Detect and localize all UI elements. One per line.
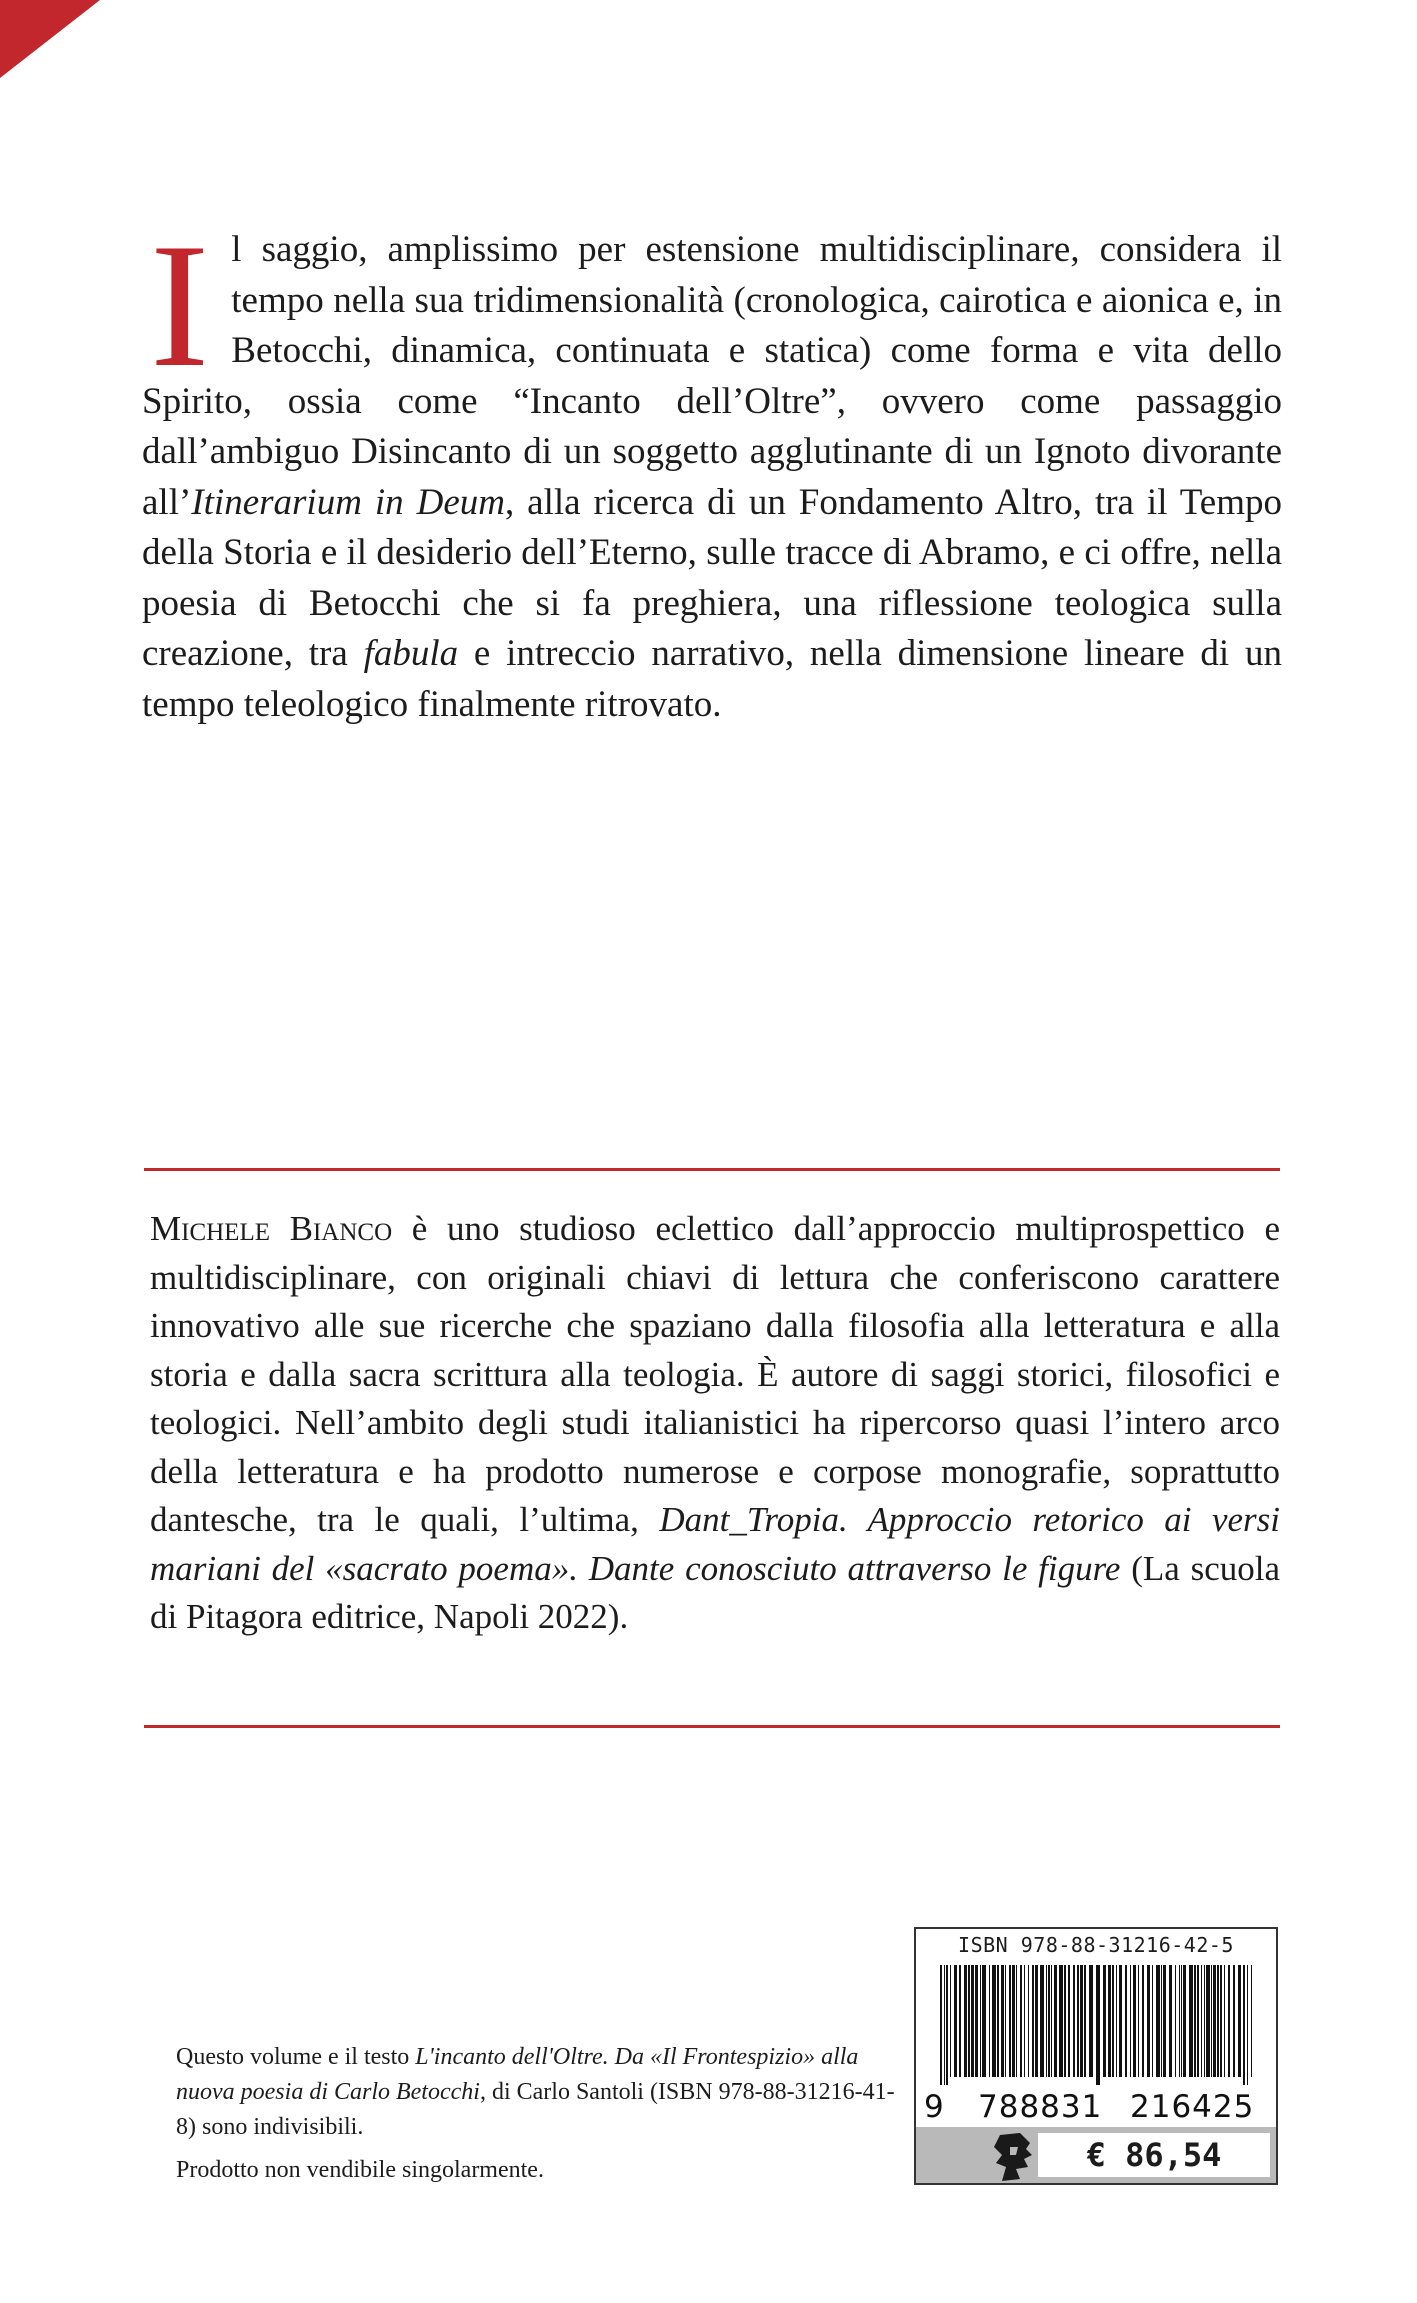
barcode-digits-right: 216425 xyxy=(1130,2089,1255,2125)
price-band xyxy=(916,2127,1276,2183)
note-line-2: Prodotto non vendibile singolarmente. xyxy=(176,2157,544,2183)
barcode-digit-first: 9 xyxy=(924,2089,944,2125)
note-line-1: Questo volume e il testo L'incanto dell'Oltre. Da «Il Frontespizio» alla nuova poesia di Carlo Betocchi, di Carlo Santoli (ISBN 978-88-31216-41-8) sono indivisibili. xyxy=(176,2044,895,2140)
bio-text-1: è uno studioso eclettico dall’approccio multiprospettico e multidisciplinare, con originali chiavi di lettura che conferiscono carattere innovativo alle sue ricerche che spaziano dalla filosofia alla letteratura e alla storia e dalla sacra scrittura alla teologia. È autore di saggi storici, filosofici e teologici. Nell’ambito degli studi italianistici ha ripercorso quasi l’intero arco della letteratura e ha prodotto numerose e corpose monografie, soprattutto dantesche, tra le quali, l’ultima, xyxy=(150,1209,1280,1539)
author-name: Michele Bianco xyxy=(150,1209,393,1248)
blurb-text-2: , alla ricerca di un Fondamento Altro, tra il Tempo della Storia e il desiderio dell’Eterno, sulle tracce di Abramo, e ci offre, nella poesia di Betocchi che si fa preghiera, una riflessione teologica sulla creazione, tra xyxy=(142,481,1282,674)
blurb-italic-title: Itinerarium in Deum xyxy=(191,481,505,523)
isbn-label: ISBN 978-88-31216-42-5 xyxy=(958,1933,1234,1957)
barcode-digits-left: 788831 xyxy=(978,2089,1103,2125)
note-italic-title: L'incanto dell'Oltre. Da «Il Frontespizio» alla nuova poesia di Carlo Betocchi xyxy=(176,2044,859,2105)
divider-bottom xyxy=(144,1725,1280,1728)
blurb-text-1: l saggio, amplissimo per estensione multidisciplinare, considera il tempo nella sua tridimensionalità (cronologica, cairotica e aionica e, in Betocchi, dinamica, continuata e statica) come forma e vita dello Spirito, ossia come “Incanto dell’Oltre”, ovvero come passaggio dall’ambiguo Disincanto di un soggetto agglutinante di un Ignoto divorante all’ xyxy=(142,229,1282,523)
divider-top xyxy=(144,1168,1280,1171)
blurb-paragraph xyxy=(142,206,1282,730)
author-bio xyxy=(150,1205,1280,1642)
blurb-text-3: e intreccio narrativo, nella dimensione lineare di un tempo teleologico finalmente ritrovato. xyxy=(142,633,1282,725)
blurb-italic-word: fabula xyxy=(363,633,459,674)
barcode-bars xyxy=(926,1965,1266,2085)
corner-ribbon xyxy=(0,0,100,78)
barcode-box xyxy=(914,1927,1278,2185)
drop-cap: I xyxy=(150,206,210,404)
price-label: € 86,54 xyxy=(1038,2133,1270,2177)
bio-italic-title: Dant_Tropia. Approccio retorico ai versi mariani del «sacrato poema». Dante conosciuto attraverso le figure xyxy=(150,1500,1280,1588)
indivisible-note xyxy=(176,2040,896,2196)
publisher-logo-icon xyxy=(986,2129,1044,2183)
bio-text-2: (La scuola di Pitagora editrice, Napoli 2022). xyxy=(150,1548,1280,1636)
